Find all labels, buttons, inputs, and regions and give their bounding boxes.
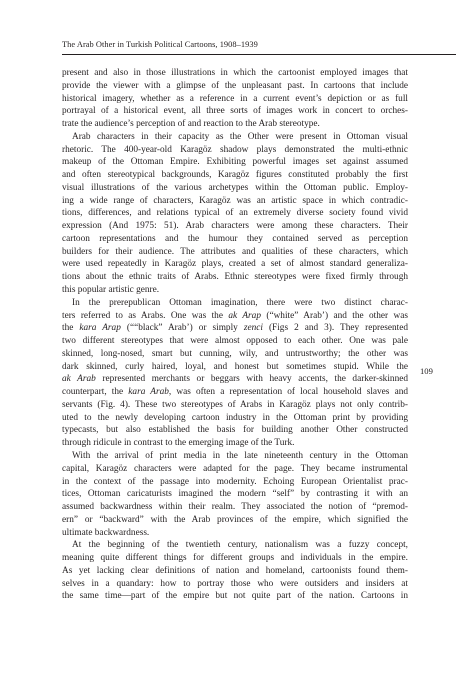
text-line: portrayal of a historical event, all three sorts of images work in concert to orches-	[62, 106, 408, 117]
text-line: typecasts, but also established the basis for building another Other constructed	[62, 425, 408, 436]
text-line: tions about the ethnic traits of Arabs. Ethnic stereotypes were fixed firmly through	[62, 272, 408, 283]
text-line: capital, Karagöz characters were adapted for the page. They became instrumental	[62, 463, 408, 474]
text-line: through ridicule in contrast to the emerging image of the Turk.	[62, 438, 295, 449]
text-line: were used repeatedly in Karagöz plays, created a set of almost standard generaliza-	[62, 259, 408, 270]
text-line: cartoon representations and the humour they contained served as perception	[62, 233, 408, 244]
text-line: ultimate backwardness.	[62, 527, 150, 538]
italic-term: kara Arab	[128, 387, 169, 398]
text-line: counterpart, the kara Arab, was often a representation of local household slaves and	[62, 387, 408, 398]
paragraph	[62, 297, 408, 450]
text-line: the same time—part of the empire but not quite part of the nation. Cartoons in	[62, 591, 408, 602]
text-line: dark skinned, curly haired, loyal, and honest but sometimes stupid. While the	[62, 361, 408, 372]
page-number: 109	[420, 366, 433, 376]
paragraph	[62, 539, 408, 603]
text-line: two different stereotypes that were almost opposed to each other. One was pale	[62, 336, 408, 347]
text-line: assumed backwardness within their realm. They associated the notion of “premod-	[62, 502, 408, 513]
text-line: expression (And 1975: 51). Arab characters were among these characters. Their	[62, 221, 408, 232]
text-line: tions, differences, and relations typical of an extremely diverse society found vivid	[62, 208, 408, 219]
text-line: ern” or “backward” with the Arab provinces of the empire, which signified the	[62, 514, 408, 525]
text-line: visual illustrations of the various archetypes within the Ottoman public. Employ-	[62, 182, 408, 193]
text-line: In the prerepublican Ottoman imagination, there were two distinct charac-	[72, 297, 408, 308]
paragraph	[62, 67, 408, 131]
italic-term: kara Arap	[79, 323, 121, 334]
text-line: provide the viewer with a glimpse of the unpleasant past. In cartoons that include	[62, 80, 408, 91]
text-line: and often stereotypical backgrounds, Karagöz figures constituted probably the first	[62, 170, 408, 181]
body-text	[62, 67, 408, 603]
text-line: Arab characters in their capacity as the Other were present in Ottoman visual	[72, 131, 408, 142]
text-line: selves in a quandary: how to portray those who were outsiders and insiders at	[62, 578, 408, 589]
text-line: As yet lacking clear definitions of nation and homeland, cartoonists found them-	[62, 565, 408, 576]
text-line: With the arrival of print media in the late nineteenth century in the Ottoman	[72, 450, 408, 461]
text-line: trate the audience’s perception of and reaction to the Arab stereotype.	[62, 119, 320, 130]
text-line: rhetoric. The 400-year-old Karagöz shadow plays demonstrated the multi-ethnic	[62, 144, 408, 155]
text-line: this popular artistic genre.	[62, 285, 160, 296]
text-line: in the context of the passage into modernity. Echoing European Orientalist prac-	[62, 476, 408, 487]
text-line: historical imagery, whether as a reference in a current event’s depiction or as full	[62, 93, 408, 104]
text-line: the kara Arap (““black” Arab’) or simply zenci (Figs 2 and 3). They represented	[62, 323, 409, 334]
text-line: servants (Fig. 4). These two stereotypes of Arabs in Karagöz plays not only contrib-	[62, 399, 408, 410]
header-rule	[62, 54, 456, 55]
text-line: skinned, long-nosed, smart but cunning, wily, and untrustworthy; the other was	[62, 348, 408, 359]
paragraph	[62, 131, 408, 297]
text-line: builders for their audience. The attributes and qualities of these characters, which	[62, 246, 408, 257]
paragraph	[62, 450, 408, 539]
text-line: ak Arab represented merchants or beggars with heavy accents, the darker-skinned	[62, 374, 408, 385]
text-line: At the beginning of the twentieth century, nationalism was a fuzzy concept,	[72, 540, 408, 551]
text-line: ters referred to as Arabs. One was the ak Arap (“white” Arab’) and the other was	[62, 310, 408, 321]
text-line: makeup of the Ottoman Empire. Exhibiting powerful images set against assumed	[62, 157, 408, 168]
running-head: The Arab Other in Turkish Political Cartoons, 1908–1939	[62, 40, 258, 49]
italic-term: zenci	[243, 323, 263, 334]
text-line: present and also in those illustrations in which the cartoonist employed images that	[62, 68, 408, 78]
text-line: meaning quite different things for different groups and individuals in the empire.	[62, 553, 408, 564]
italic-term: ak Arab	[62, 374, 96, 385]
italic-term: ak Arap	[228, 310, 261, 321]
text-line: uted to the newly developing cartoon industry in the Ottoman print by providing	[62, 412, 408, 423]
text-line: tices, Ottoman caricaturists imagined the modern “self” by contrasting it with an	[62, 489, 408, 500]
text-line: ing a wide range of characters, Karagöz was an artistic space in which contradic-	[62, 195, 408, 206]
